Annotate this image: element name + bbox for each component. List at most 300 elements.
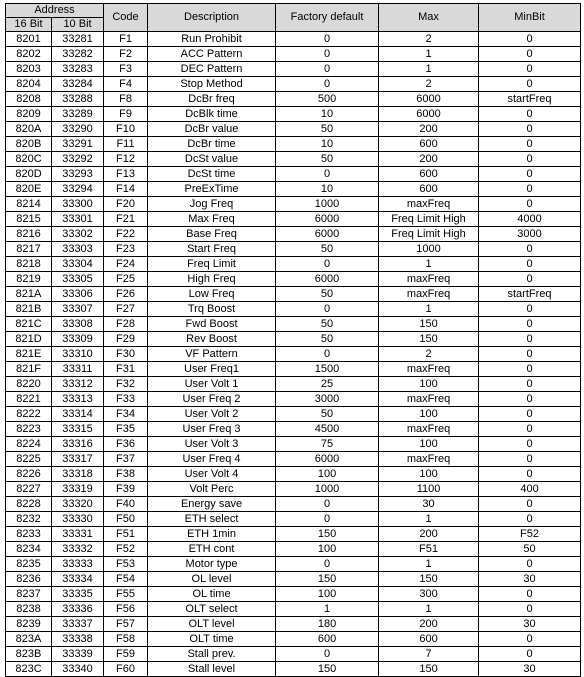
factory-default-cell: 3000: [276, 392, 379, 407]
code-cell: F52: [104, 542, 148, 557]
max-cell: 1: [379, 602, 479, 617]
address-16bit-cell: 8215: [6, 212, 52, 227]
factory-default-cell: 50: [276, 317, 379, 332]
address-10bit-cell: 33316: [52, 437, 104, 452]
table-row: [6, 527, 581, 542]
minbit-cell: 0: [479, 632, 581, 647]
table-row: [6, 212, 581, 227]
factory-default-cell: 6000: [276, 272, 379, 287]
factory-default-cell: 1: [276, 602, 379, 617]
table-row: [6, 467, 581, 482]
minbit-cell: 0: [479, 587, 581, 602]
max-cell: maxFreq: [379, 452, 479, 467]
description-cell: Run Prohibit: [148, 32, 276, 47]
description-cell: OL time: [148, 587, 276, 602]
description-cell: DcSt time: [148, 167, 276, 182]
address-16bit-cell: 823C: [6, 662, 52, 677]
table-row: [6, 62, 581, 77]
minbit-cell: 0: [479, 647, 581, 662]
max-cell: 100: [379, 467, 479, 482]
address-16bit-cell: 8221: [6, 392, 52, 407]
code-cell: F54: [104, 572, 148, 587]
factory-default-cell: 0: [276, 497, 379, 512]
max-cell: 600: [379, 137, 479, 152]
address-16bit-cell: 8219: [6, 272, 52, 287]
max-cell: 150: [379, 662, 479, 677]
max-cell: 2: [379, 32, 479, 47]
code-cell: F56: [104, 602, 148, 617]
minbit-cell: 0: [479, 317, 581, 332]
code-cell: F34: [104, 407, 148, 422]
address-10bit-cell: 33333: [52, 557, 104, 572]
description-cell: Jog Freq: [148, 197, 276, 212]
factory-default-cell: 500: [276, 92, 379, 107]
description-cell: High Freq: [148, 272, 276, 287]
minbit-cell: startFreq: [479, 287, 581, 302]
max-cell: 6000: [379, 92, 479, 107]
address-10bit-cell: 33331: [52, 527, 104, 542]
minbit-cell: 0: [479, 332, 581, 347]
factory-default-cell: 0: [276, 512, 379, 527]
max-cell: 100: [379, 377, 479, 392]
address-16bit-cell: 8228: [6, 497, 52, 512]
description-cell: DcBr value: [148, 122, 276, 137]
table-row: [6, 617, 581, 632]
code-cell: F9: [104, 107, 148, 122]
description-cell: OLT time: [148, 632, 276, 647]
description-cell: User Freq1: [148, 362, 276, 377]
code-cell: F31: [104, 362, 148, 377]
address-10bit-cell: 33312: [52, 377, 104, 392]
minbit-cell: 0: [479, 32, 581, 47]
max-cell: 2: [379, 77, 479, 92]
address-16bit-cell: 8224: [6, 437, 52, 452]
address-16bit-cell: 820D: [6, 167, 52, 182]
address-10bit-cell: 33314: [52, 407, 104, 422]
factory-default-cell: 1500: [276, 362, 379, 377]
code-cell: F58: [104, 632, 148, 647]
code-cell: F40: [104, 497, 148, 512]
minbit-cell: F52: [479, 527, 581, 542]
max-cell: 200: [379, 122, 479, 137]
address-10bit-cell: 33303: [52, 242, 104, 257]
address-16bit-cell: 8233: [6, 527, 52, 542]
max-cell: maxFreq: [379, 287, 479, 302]
max-cell: 200: [379, 527, 479, 542]
address-16bit-cell: 820A: [6, 122, 52, 137]
address-10bit-cell: 33317: [52, 452, 104, 467]
code-cell: F37: [104, 452, 148, 467]
max-cell: 30: [379, 497, 479, 512]
description-cell: User Volt 1: [148, 377, 276, 392]
factory-default-header: Factory default: [276, 4, 379, 32]
minbit-cell: startFreq: [479, 92, 581, 107]
factory-default-cell: 0: [276, 167, 379, 182]
table-row: [6, 227, 581, 242]
address-16bit-cell: 8216: [6, 227, 52, 242]
table-row: [6, 377, 581, 392]
code-header: Code: [104, 4, 148, 32]
address-10bit-cell: 33304: [52, 257, 104, 272]
table-row: [6, 92, 581, 107]
max-cell: 150: [379, 332, 479, 347]
description-cell: User Volt 2: [148, 407, 276, 422]
parameter-table: [5, 3, 581, 677]
factory-default-cell: 180: [276, 617, 379, 632]
address-10bit-cell: 33338: [52, 632, 104, 647]
minbit-cell: 0: [479, 62, 581, 77]
address-10bit-cell: 33294: [52, 182, 104, 197]
table-row: [6, 182, 581, 197]
description-cell: Freq Limit: [148, 257, 276, 272]
address-16bit-cell: 8218: [6, 257, 52, 272]
code-cell: F30: [104, 347, 148, 362]
description-cell: Rev Boost: [148, 332, 276, 347]
minbit-cell: 0: [479, 122, 581, 137]
table-row: [6, 347, 581, 362]
code-cell: F21: [104, 212, 148, 227]
table-row: [6, 32, 581, 47]
address-16bit-cell: 8235: [6, 557, 52, 572]
factory-default-cell: 0: [276, 647, 379, 662]
table-row: [6, 197, 581, 212]
code-cell: F32: [104, 377, 148, 392]
factory-default-cell: 6000: [276, 227, 379, 242]
factory-default-cell: 50: [276, 242, 379, 257]
address-10bit-cell: 33334: [52, 572, 104, 587]
address-10bit-cell: 33319: [52, 482, 104, 497]
factory-default-cell: 150: [276, 572, 379, 587]
description-cell: VF Pattern: [148, 347, 276, 362]
factory-default-cell: 50: [276, 407, 379, 422]
minbit-cell: 400: [479, 482, 581, 497]
minbit-cell: 0: [479, 467, 581, 482]
address-10bit-cell: 33290: [52, 122, 104, 137]
code-cell: F53: [104, 557, 148, 572]
factory-default-cell: 0: [276, 77, 379, 92]
factory-default-cell: 0: [276, 62, 379, 77]
table-row: [6, 317, 581, 332]
table-row: [6, 302, 581, 317]
factory-default-cell: 100: [276, 467, 379, 482]
factory-default-cell: 1000: [276, 482, 379, 497]
table-row: [6, 632, 581, 647]
factory-default-cell: 0: [276, 32, 379, 47]
factory-default-cell: 0: [276, 347, 379, 362]
factory-default-cell: 6000: [276, 212, 379, 227]
max-cell: 1: [379, 62, 479, 77]
address-10bit-cell: 33282: [52, 47, 104, 62]
address-10bit-cell: 33302: [52, 227, 104, 242]
table-row: [6, 122, 581, 137]
address-10bit-cell: 33306: [52, 287, 104, 302]
table-row: [6, 107, 581, 122]
factory-default-cell: 1000: [276, 197, 379, 212]
table-row: [6, 152, 581, 167]
minbit-cell: 30: [479, 662, 581, 677]
description-cell: Energy save: [148, 497, 276, 512]
description-cell: ETH 1min: [148, 527, 276, 542]
code-cell: F38: [104, 467, 148, 482]
description-cell: Fwd Boost: [148, 317, 276, 332]
description-cell: ETH select: [148, 512, 276, 527]
address-10bit-cell: 33293: [52, 167, 104, 182]
address-16bit-cell: 821B: [6, 302, 52, 317]
bit10-header: 10 Bit: [52, 18, 104, 32]
address-16bit-cell: 8223: [6, 422, 52, 437]
max-cell: maxFreq: [379, 362, 479, 377]
address-16bit-cell: 8203: [6, 62, 52, 77]
description-cell: Start Freq: [148, 242, 276, 257]
table-row: [6, 167, 581, 182]
factory-default-cell: 150: [276, 527, 379, 542]
address-10bit-cell: 33332: [52, 542, 104, 557]
code-cell: F8: [104, 92, 148, 107]
description-cell: Stall level: [148, 662, 276, 677]
factory-default-cell: 50: [276, 152, 379, 167]
address-16bit-cell: 8227: [6, 482, 52, 497]
address-10bit-cell: 33283: [52, 62, 104, 77]
max-cell: 200: [379, 617, 479, 632]
minbit-cell: 0: [479, 272, 581, 287]
address-10bit-cell: 33339: [52, 647, 104, 662]
table-row: [6, 542, 581, 557]
table-row: [6, 362, 581, 377]
address-16bit-cell: 821E: [6, 347, 52, 362]
address-10bit-cell: 33284: [52, 77, 104, 92]
table-row: [6, 287, 581, 302]
address-10bit-cell: 33300: [52, 197, 104, 212]
max-cell: 200: [379, 152, 479, 167]
table-row: [6, 137, 581, 152]
code-cell: F26: [104, 287, 148, 302]
max-cell: maxFreq: [379, 422, 479, 437]
table-row: [6, 392, 581, 407]
description-cell: ACC Pattern: [148, 47, 276, 62]
max-cell: 100: [379, 407, 479, 422]
description-cell: DcBr freq: [148, 92, 276, 107]
address-10bit-cell: 33292: [52, 152, 104, 167]
bit16-header: 16 Bit: [6, 18, 52, 32]
table-body: [6, 32, 581, 677]
max-cell: 150: [379, 572, 479, 587]
max-cell: 1: [379, 47, 479, 62]
address-10bit-cell: 33301: [52, 212, 104, 227]
minbit-cell: 0: [479, 47, 581, 62]
description-cell: Max Freq: [148, 212, 276, 227]
address-16bit-cell: 820C: [6, 152, 52, 167]
minbit-cell: 30: [479, 572, 581, 587]
factory-default-cell: 150: [276, 662, 379, 677]
max-header: Max: [379, 4, 479, 32]
factory-default-cell: 100: [276, 587, 379, 602]
table-row: [6, 572, 581, 587]
description-cell: OL level: [148, 572, 276, 587]
address-10bit-cell: 33313: [52, 392, 104, 407]
address-header: Address: [6, 4, 104, 18]
address-16bit-cell: 8204: [6, 77, 52, 92]
max-cell: 100: [379, 437, 479, 452]
address-10bit-cell: 33309: [52, 332, 104, 347]
minbit-cell: 0: [479, 512, 581, 527]
address-10bit-cell: 33305: [52, 272, 104, 287]
max-cell: 600: [379, 167, 479, 182]
minbit-cell: 0: [479, 557, 581, 572]
factory-default-cell: 600: [276, 632, 379, 647]
table-header: [6, 4, 581, 32]
minbit-cell: 0: [479, 347, 581, 362]
minbit-cell: 0: [479, 257, 581, 272]
code-cell: F1: [104, 32, 148, 47]
table-row: [6, 557, 581, 572]
max-cell: 300: [379, 587, 479, 602]
factory-default-cell: 4500: [276, 422, 379, 437]
description-cell: User Volt 3: [148, 437, 276, 452]
description-cell: Motor type: [148, 557, 276, 572]
address-16bit-cell: 8201: [6, 32, 52, 47]
max-cell: 1: [379, 257, 479, 272]
description-cell: DEC Pattern: [148, 62, 276, 77]
address-10bit-cell: 33336: [52, 602, 104, 617]
table-row: [6, 257, 581, 272]
code-cell: F3: [104, 62, 148, 77]
factory-default-cell: 25: [276, 377, 379, 392]
address-16bit-cell: 8239: [6, 617, 52, 632]
address-16bit-cell: 8217: [6, 242, 52, 257]
table-row: [6, 242, 581, 257]
code-cell: F36: [104, 437, 148, 452]
address-16bit-cell: 823A: [6, 632, 52, 647]
description-cell: Trq Boost: [148, 302, 276, 317]
factory-default-cell: 75: [276, 437, 379, 452]
address-10bit-cell: 33311: [52, 362, 104, 377]
address-16bit-cell: 8220: [6, 377, 52, 392]
code-cell: F27: [104, 302, 148, 317]
description-cell: ETH cont: [148, 542, 276, 557]
code-cell: F50: [104, 512, 148, 527]
max-cell: 2: [379, 347, 479, 362]
code-cell: F22: [104, 227, 148, 242]
max-cell: 600: [379, 632, 479, 647]
description-cell: User Volt 4: [148, 467, 276, 482]
description-cell: DcBlk time: [148, 107, 276, 122]
address-10bit-cell: 33318: [52, 467, 104, 482]
code-cell: F23: [104, 242, 148, 257]
minbit-cell: 0: [479, 182, 581, 197]
code-cell: F20: [104, 197, 148, 212]
address-16bit-cell: 8214: [6, 197, 52, 212]
factory-default-cell: 0: [276, 47, 379, 62]
max-cell: 1100: [379, 482, 479, 497]
description-cell: PreExTime: [148, 182, 276, 197]
max-cell: maxFreq: [379, 392, 479, 407]
minbit-cell: 0: [479, 152, 581, 167]
address-10bit-cell: 33288: [52, 92, 104, 107]
code-cell: F11: [104, 137, 148, 152]
description-cell: DcBr time: [148, 137, 276, 152]
description-cell: User Freq 4: [148, 452, 276, 467]
factory-default-cell: 0: [276, 257, 379, 272]
address-10bit-cell: 33291: [52, 137, 104, 152]
address-16bit-cell: 8238: [6, 602, 52, 617]
address-16bit-cell: 823B: [6, 647, 52, 662]
address-16bit-cell: 8237: [6, 587, 52, 602]
code-cell: F59: [104, 647, 148, 662]
max-cell: Freq Limit High: [379, 227, 479, 242]
max-cell: 6000: [379, 107, 479, 122]
description-cell: Stall prev.: [148, 647, 276, 662]
minbit-cell: 0: [479, 77, 581, 92]
table-row: [6, 662, 581, 677]
address-10bit-cell: 33308: [52, 317, 104, 332]
code-cell: F39: [104, 482, 148, 497]
code-cell: F29: [104, 332, 148, 347]
address-10bit-cell: 33289: [52, 107, 104, 122]
minbit-cell: 0: [479, 242, 581, 257]
table-row: [6, 482, 581, 497]
address-16bit-cell: 821D: [6, 332, 52, 347]
code-cell: F35: [104, 422, 148, 437]
code-cell: F14: [104, 182, 148, 197]
address-16bit-cell: 8225: [6, 452, 52, 467]
minbit-cell: 0: [479, 602, 581, 617]
minbit-cell: 0: [479, 437, 581, 452]
minbit-cell: 0: [479, 167, 581, 182]
max-cell: 600: [379, 182, 479, 197]
max-cell: 1: [379, 557, 479, 572]
factory-default-cell: 10: [276, 182, 379, 197]
table-row: [6, 512, 581, 527]
code-cell: F57: [104, 617, 148, 632]
minbit-cell: 50: [479, 542, 581, 557]
description-cell: User Freq 3: [148, 422, 276, 437]
max-cell: maxFreq: [379, 197, 479, 212]
minbit-header: MinBit: [479, 4, 581, 32]
address-16bit-cell: 8209: [6, 107, 52, 122]
code-cell: F10: [104, 122, 148, 137]
max-cell: maxFreq: [379, 272, 479, 287]
code-cell: F33: [104, 392, 148, 407]
table-row: [6, 422, 581, 437]
address-16bit-cell: 821F: [6, 362, 52, 377]
code-cell: F12: [104, 152, 148, 167]
address-16bit-cell: 8232: [6, 512, 52, 527]
code-cell: F28: [104, 317, 148, 332]
table-row: [6, 407, 581, 422]
minbit-cell: 0: [479, 452, 581, 467]
address-10bit-cell: 33310: [52, 347, 104, 362]
description-cell: Volt Perc: [148, 482, 276, 497]
code-cell: F51: [104, 527, 148, 542]
max-cell: 1: [379, 302, 479, 317]
table-row: [6, 647, 581, 662]
address-10bit-cell: 33315: [52, 422, 104, 437]
table-row: [6, 452, 581, 467]
minbit-cell: 0: [479, 197, 581, 212]
minbit-cell: 0: [479, 392, 581, 407]
minbit-cell: 0: [479, 137, 581, 152]
factory-default-cell: 10: [276, 137, 379, 152]
code-cell: F25: [104, 272, 148, 287]
address-10bit-cell: 33340: [52, 662, 104, 677]
factory-default-cell: 0: [276, 302, 379, 317]
description-cell: Stop Method: [148, 77, 276, 92]
minbit-cell: 4000: [479, 212, 581, 227]
code-cell: F60: [104, 662, 148, 677]
minbit-cell: 30: [479, 617, 581, 632]
factory-default-cell: 100: [276, 542, 379, 557]
factory-default-cell: 10: [276, 107, 379, 122]
